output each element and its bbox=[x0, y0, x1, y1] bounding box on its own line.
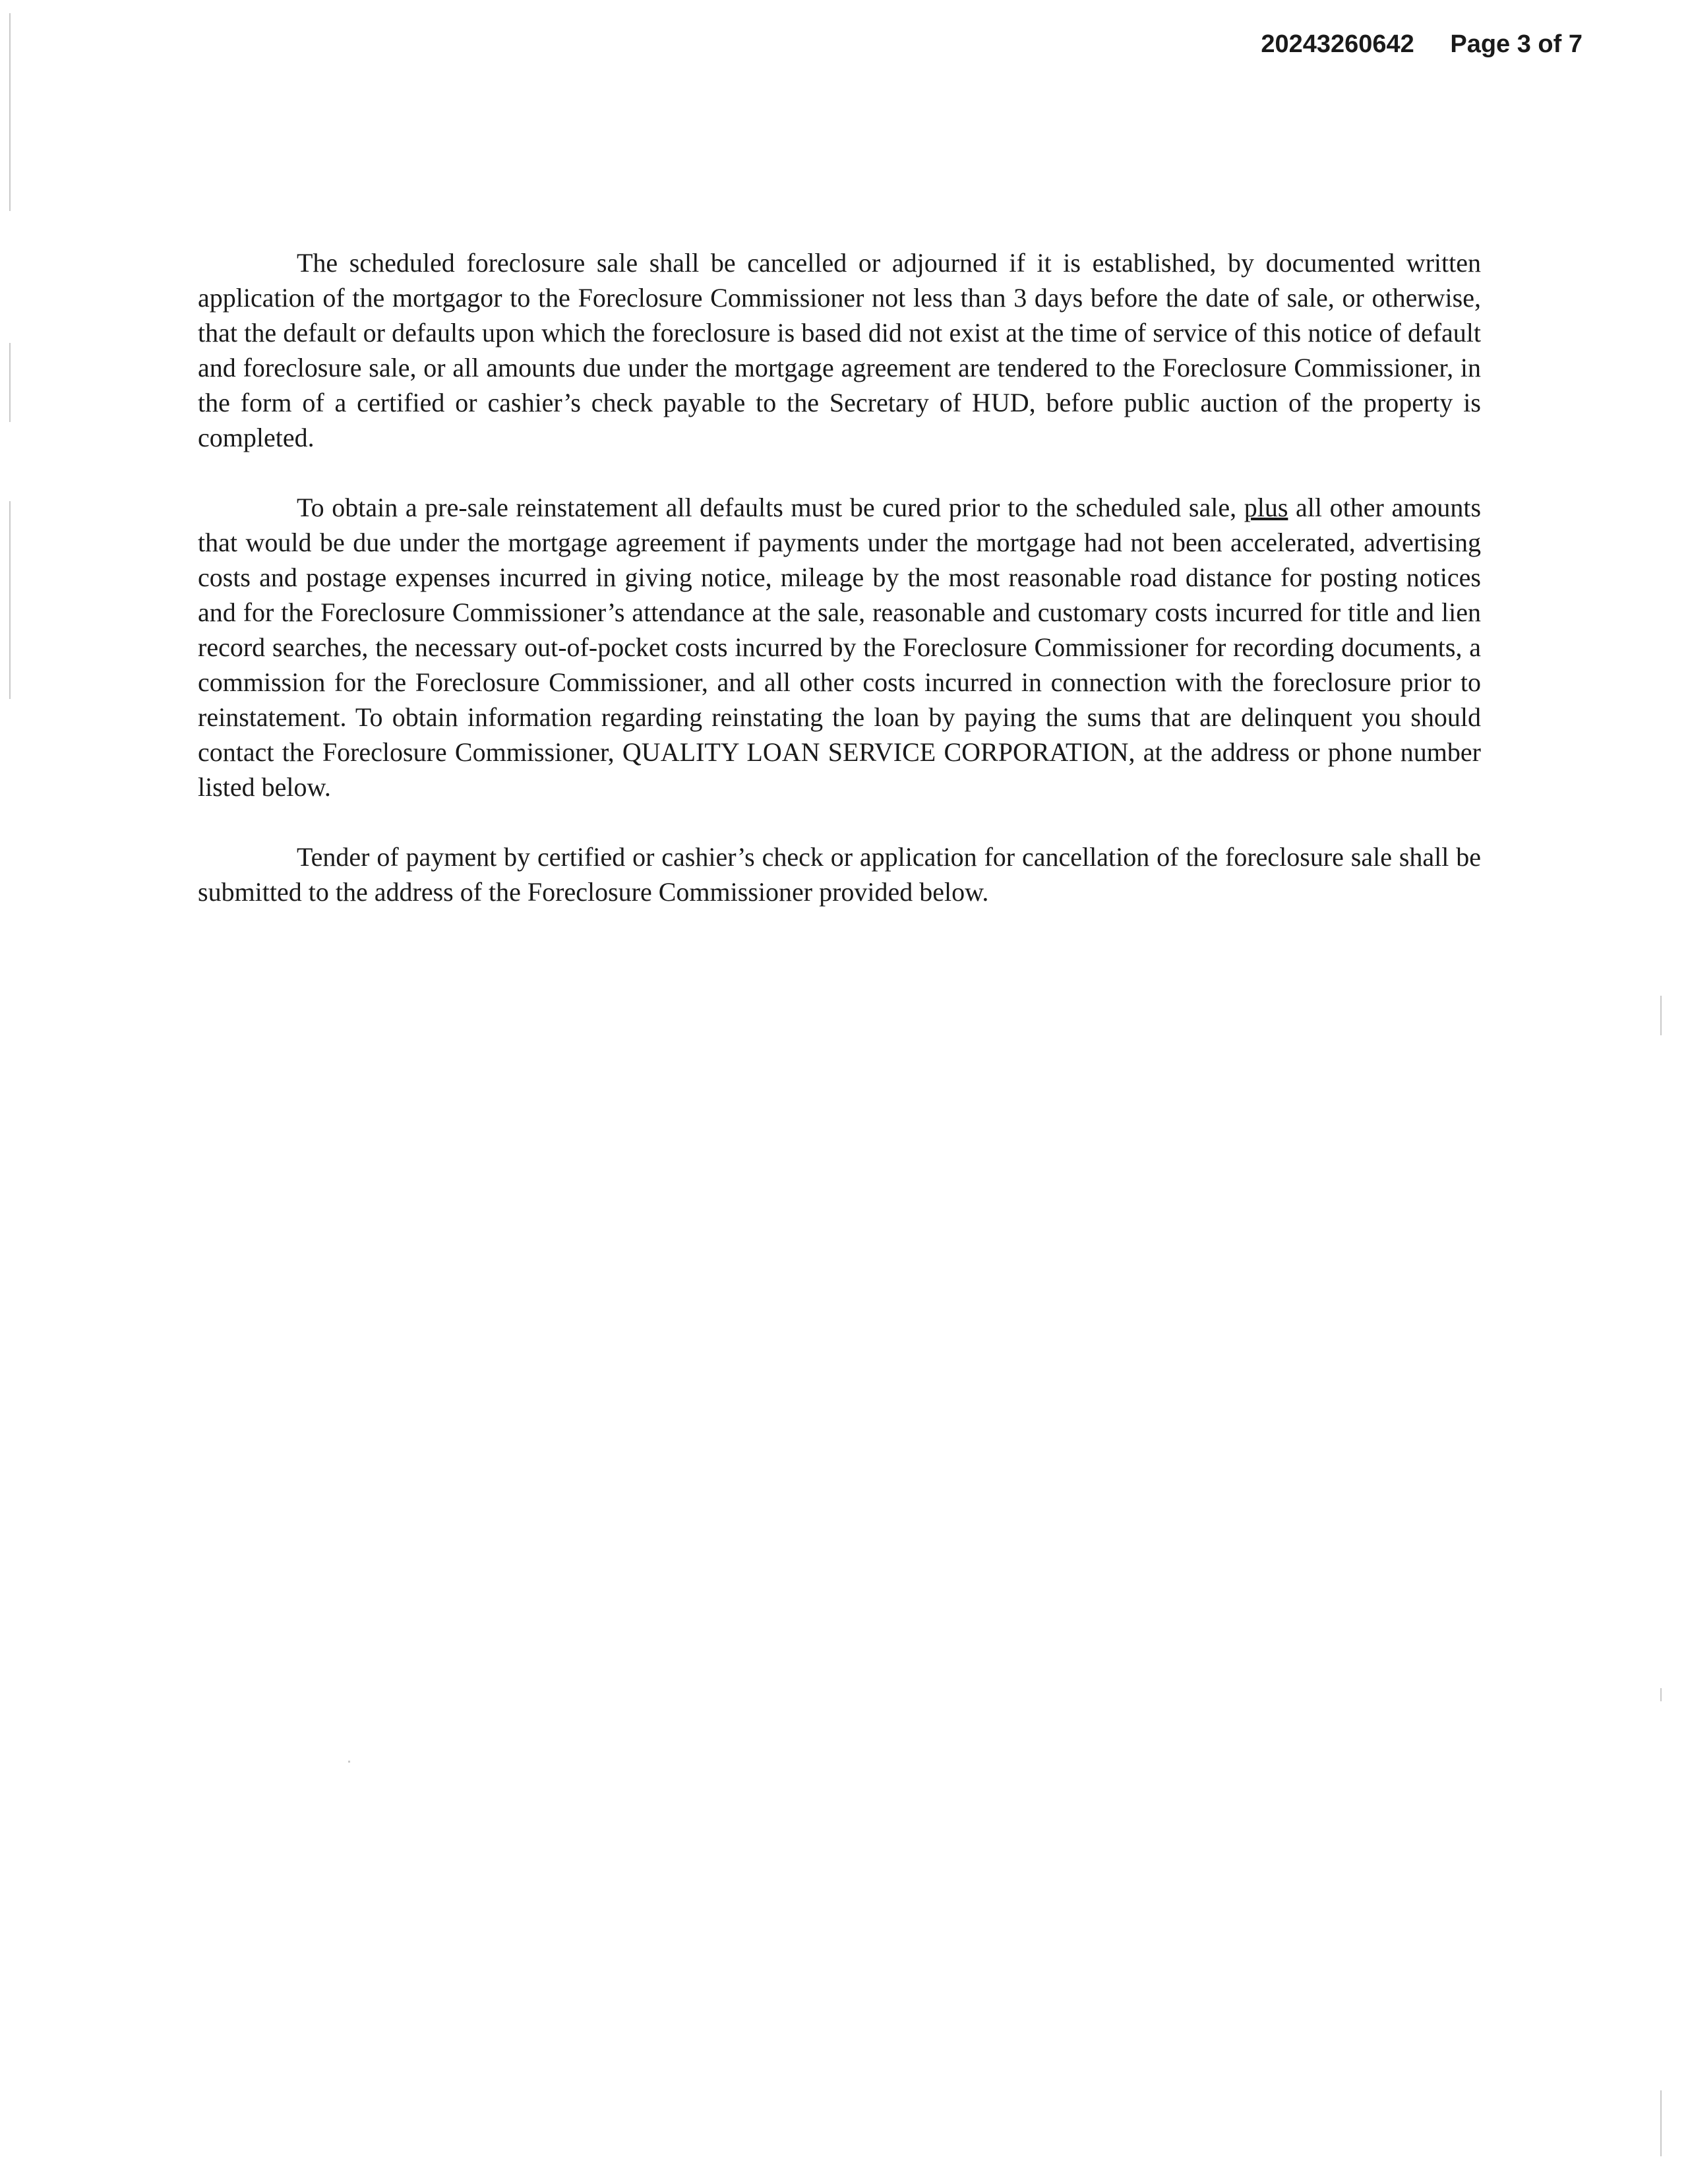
scan-artifact bbox=[1660, 2090, 1662, 2156]
paragraph-reinstatement-text-b: all other amounts that would be due under the mortgage agreement if payments under the mortgage had not been accelerated, advertising costs and postage expenses incurred in giving notice, mileage by the most reasonable road distance for posting notices and for the Foreclosure Commissioner’s attendance at the sale, reasonable and customary costs incurred for title and lien record searches, the necessary out-of-pocket costs incurred by the Foreclosure Commissioner for recording documents, a commission for the Foreclosure Commissioner, and all other costs incurred in connection with the foreclosure prior to reinstatement. To obtain information regarding reinstating the loan by paying the sums that are delinquent you should contact the Foreclosure Commissioner, QUALITY LOAN SERVICE CORPORATION, at the address or phone number listed below. bbox=[198, 493, 1482, 802]
paragraph-reinstatement-text-a: To obtain a pre-sale reinstatement all defaults must be cured prior to the scheduled sale, bbox=[297, 493, 1237, 522]
page-number: Page 3 of 7 bbox=[1450, 30, 1582, 58]
scan-artifact bbox=[9, 13, 11, 211]
paragraph-cancellation: The scheduled foreclosure sale shall be cancelled or adjourned if it is established, by documented written application of the mortgagor to the Foreclosure Commissioner not less than 3 days before the date of sale, or otherwise, that the default or defaults upon which the foreclosure is based did not exist at the time of service of this notice of default and foreclosure sale, or all amounts due under the mortgage agreement are tendered to the Foreclosure Commissioner, in the form of a certified or cashier’s check payable to the Secretary of HUD, before public auction of the property is completed. bbox=[198, 248, 1481, 452]
document-body bbox=[198, 245, 1481, 909]
underlined-plus: plus bbox=[1244, 493, 1288, 522]
paragraph-reinstatement bbox=[198, 490, 1481, 804]
document-number: 20243260642 bbox=[1261, 30, 1414, 58]
scan-artifact bbox=[348, 1761, 350, 1763]
scan-artifact bbox=[1660, 1688, 1662, 1701]
scan-artifact bbox=[9, 343, 11, 422]
page-header bbox=[1261, 30, 1582, 59]
scan-artifact bbox=[9, 501, 11, 699]
paragraph-tender-of-payment: Tender of payment by certified or cashier’s check or application for cancellation of the foreclosure sale shall be submitted to the address of the Foreclosure Commissioner provided below. bbox=[198, 842, 1481, 907]
scan-artifact bbox=[1660, 996, 1662, 1035]
